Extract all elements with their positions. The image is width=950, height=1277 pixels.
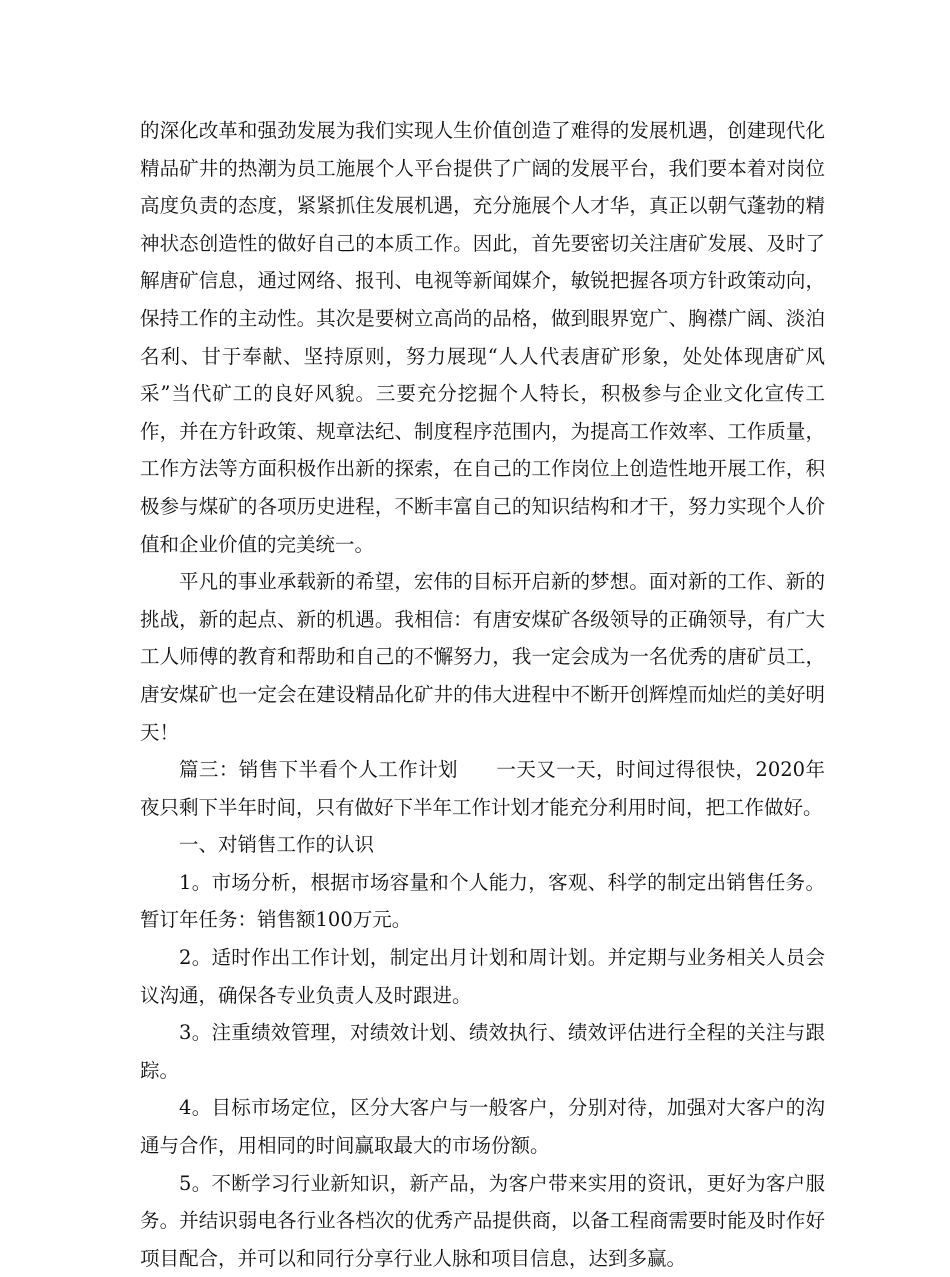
- list-item-1: 1。市场分析，根据市场容量和个人能力，客观、科学的制定出销售任务。暂订年任务：销售额100万元。: [140, 870, 825, 932]
- list-item-5: 5。不断学习行业新知识，新产品，为客户带来实用的资讯，更好为客户服务。并结识弱电各行业各档次的优秀产品提供商，以备工程商需要时能及时作好项目配合，并可以和同行分享行业人脉和项目信息，达到多赢。: [140, 1171, 825, 1270]
- document-body: [140, 112, 825, 1277]
- heading-sales-understanding: 一、对销售工作的认识: [179, 833, 375, 857]
- list-item-2: 2。适时作出工作计划，制定出月计划和周计划。并定期与业务相关人员会议沟通，确保各专业负责人及时跟进。: [140, 946, 825, 1007]
- paragraph-1: 的深化改革和强劲发展为我们实现人生价值创造了难得的发展机遇，创建现代化精品矿井的热潮为员工施展个人平台提供了广阔的发展平台，我们要本着对岗位高度负责的态度，紧紧抓住发展机遇，充分施展个人才华，真正以朝气蓬勃的精神状态创造性的做好自己的本质工作。因此，首先要密切关注唐矿发展、及时了解唐矿信息，通过网络、报刊、电视等新闻媒介，敏锐把握各项方针政策动向，保持工作的主动性。其次是要树立高尚的品格，做到眼界宽广、胸襟广阔、淡泊名利、甘于奉献、坚持原则，努力展现“人人代表唐矿形象，处处体现唐矿风采”当代矿工的良好风貌。三要充分挖掘个人特长，积极参与企业文化宣传工作，并在方针政策、规章法纪、制度程序范围内，为提高工作效率、工作质量，工作方法等方面积极作出新的探索，在自己的工作岗位上创造性地开展工作，积极参与煤矿的各项历史进程，不断丰富自己的知识结构和才干，努力实现个人价值和企业价值的完美统一。: [140, 119, 825, 556]
- section-intro: 一天又一天，时间过得很快，2020年夜只剩下半年时间，只有做好下半年工作计划才能充分利用时间，把工作做好。: [140, 758, 825, 819]
- section-title: 篇三：销售下半看个人工作计划: [179, 758, 458, 782]
- paragraph-2: 平凡的事业承载新的希望，宏伟的目标开启新的梦想。面对新的工作、新的挑战，新的起点、新的机遇。我相信：有唐安煤矿各级领导的正确领导，有广大工人师傅的教育和帮助和自己的不懈努力，我一定会成为一名优秀的唐矿员工，唐安煤矿也一定会在建设精品化矿井的伟大进程中不断开创辉煌而灿烂的美好明天！: [140, 570, 825, 744]
- list-item-4: 4。目标市场定位，区分大客户与一般客户，分别对待，加强对大客户的沟通与合作，用相同的时间赢取最大的市场份额。: [140, 1096, 825, 1158]
- paragraph-3: [140, 751, 825, 826]
- list-item-3: 3。注重绩效管理，对绩效计划、绩效执行、绩效评估进行全程的关注与跟踪。: [140, 1021, 825, 1082]
